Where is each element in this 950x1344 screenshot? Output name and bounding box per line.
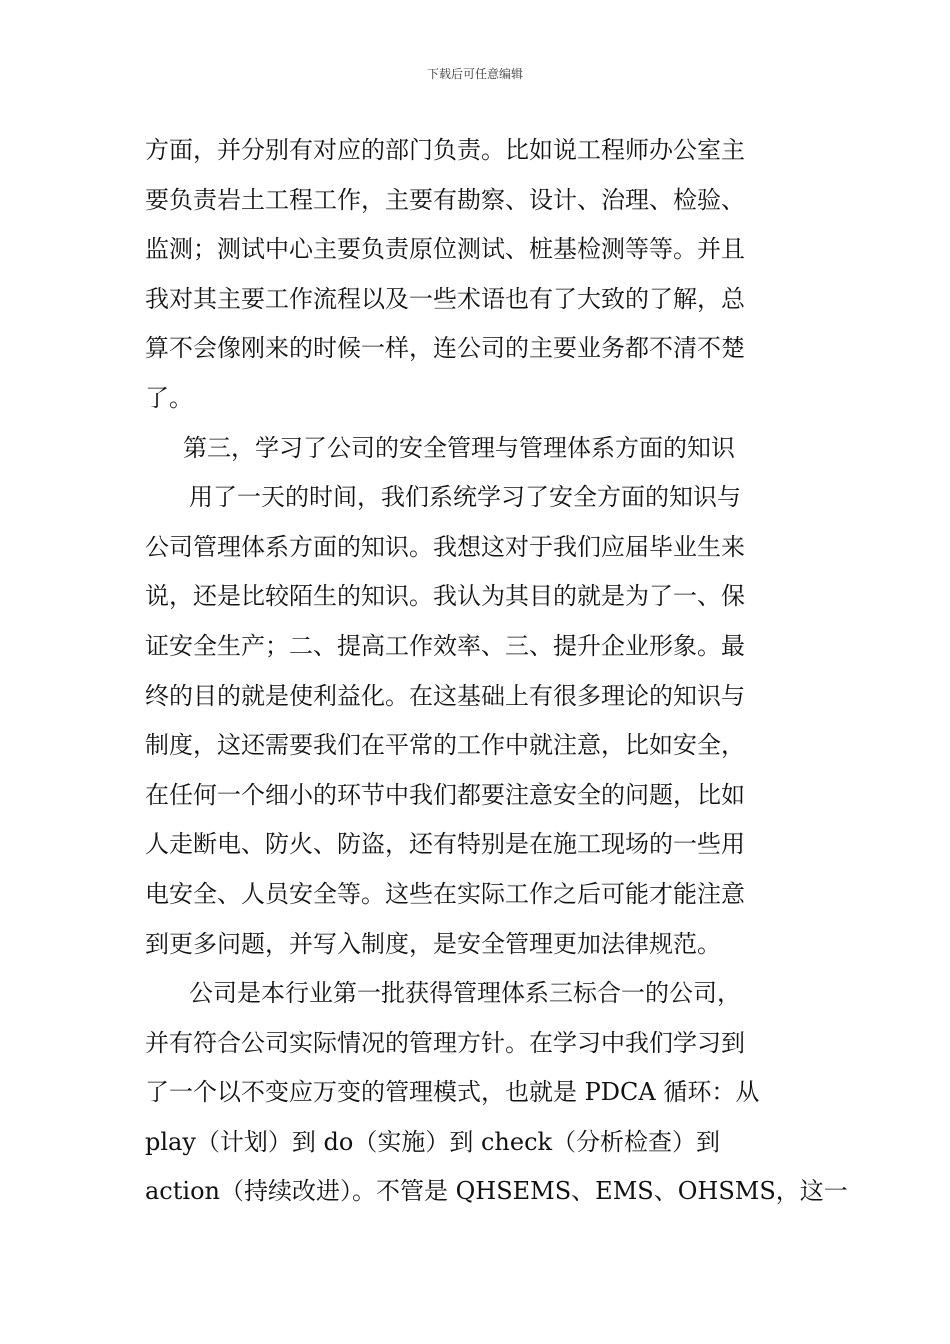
- text-line: 并有符合公司实际情况的管理方针。在学习中我们学习到: [145, 1028, 745, 1057]
- document-body: [145, 126, 848, 1217]
- text-line: 电安全、人员安全等。这些在实际工作之后可能才能注意: [145, 879, 745, 908]
- text-line: 用了一天的时间，我们系统学习了安全方面的知识与: [189, 483, 741, 512]
- text-line: 方面，并分别有对应的部门负责。比如说工程师办公室主: [145, 136, 745, 164]
- text-line: 公司是本行业第一批获得管理体系三标合一的公司，: [189, 979, 741, 1008]
- text-line: 我对其主要工作流程以及一些术语也有了大致的了解，总: [145, 284, 745, 313]
- text-line: 说，还是比较陌生的知识。我认为其目的就是为了一、保: [145, 582, 745, 611]
- text-line: 证安全生产；二、提高工作效率、三、提升企业形象。最: [145, 631, 745, 660]
- text-line: 到更多问题，并写入制度，是安全管理更加法律规范。: [145, 929, 721, 958]
- text-line: action（持续改进）。不管是 QHSEMS、EMS、OHSMS，这一: [145, 1177, 848, 1206]
- text-line: 制度，这还需要我们在平常的工作中就注意，比如安全，: [145, 731, 745, 760]
- text-line: 监测；测试中心主要负责原位测试、桩基检测等等。并且: [145, 235, 745, 264]
- section-heading: 第三，学习了公司的安全管理与管理体系方面的知识: [183, 433, 735, 462]
- text-line: 了。: [145, 383, 193, 412]
- text-line: 要负责岩土工程工作，主要有勘察、设计、治理、检验、: [145, 185, 745, 214]
- text-line: 公司管理体系方面的知识。我想这对于我们应届毕业生来: [145, 532, 745, 561]
- text-line: 终的目的就是使利益化。在这基础上有很多理论的知识与: [145, 681, 745, 710]
- text-line: 了一个以不变应万变的管理模式，也就是 PDCA 循环：从: [145, 1078, 760, 1107]
- text-line: 在任何一个细小的环节中我们都要注意安全的问题，比如: [145, 780, 745, 809]
- text-line: play（计划）到 do（实施）到 check（分析检查）到: [145, 1127, 721, 1156]
- page-header: 下载后可任意编辑: [426, 67, 523, 81]
- text-line: 算不会像刚来的时候一样，连公司的主要业务都不清不楚: [145, 334, 745, 363]
- text-line: 人走断电、防火、防盗，还有特别是在施工现场的一些用: [145, 830, 745, 859]
